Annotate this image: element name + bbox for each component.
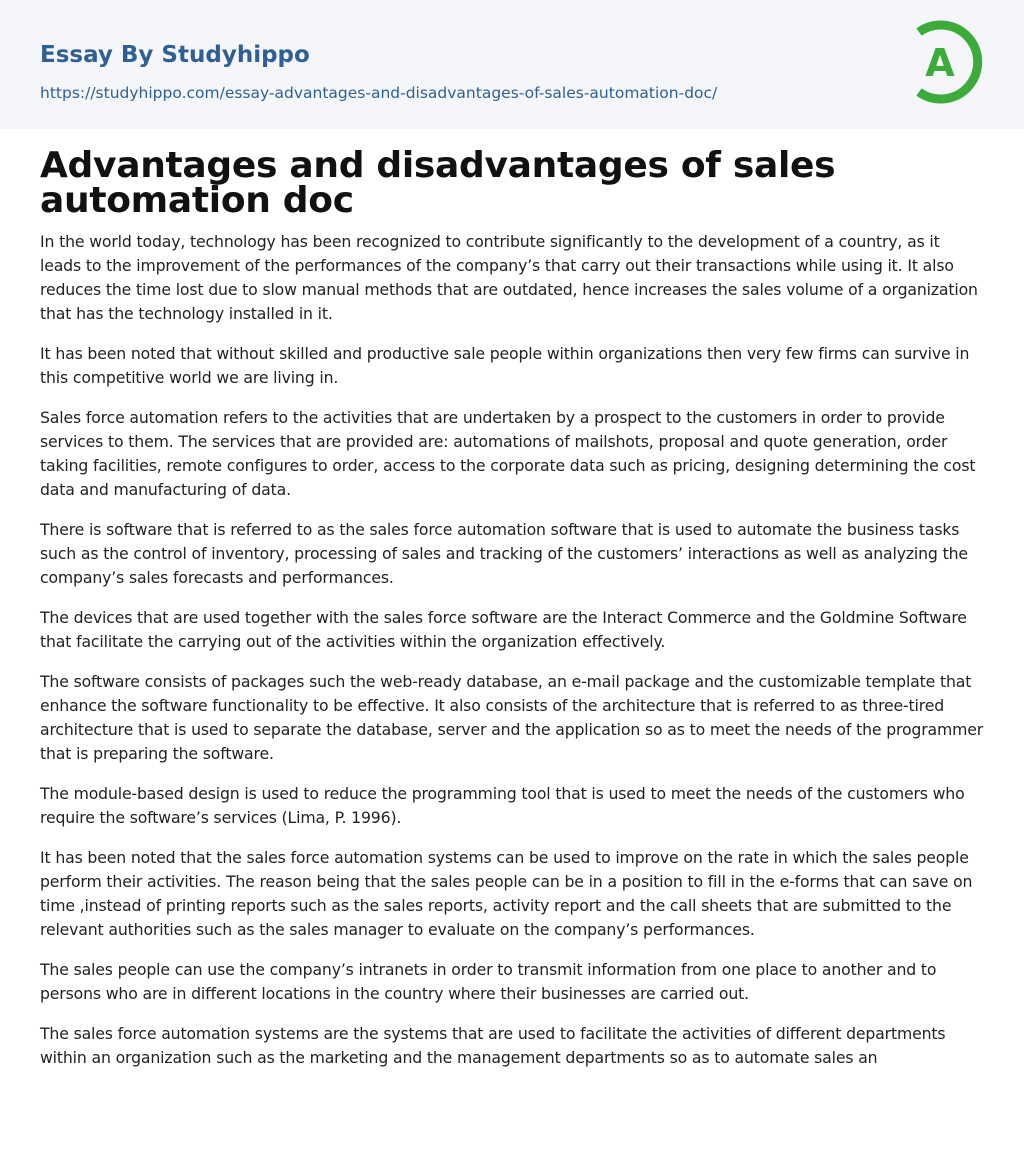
essay-paragraph: The devices that are used together with the sales force software are the Interact Commerce and the Goldmine Software that facilitate the carrying out of the activities within the organization effectively. <box>40 608 967 651</box>
essay-paragraph: The module-based design is used to reduce the programming tool that is used to meet the needs of the customers who require the software’s services (Lima, P. 1996). <box>40 784 965 827</box>
essay-content <box>40 145 984 1086</box>
essay-paragraph: The software consists of packages such the web-ready database, an e-mail package and the customizable template that enhance the software functionality to be effective. It also consists of the architecture that is referred to as three-tired architecture that is used to separate the database, server and the application so as to meet the needs of the programmer that is preparing the software. <box>40 672 984 763</box>
essay-paragraph: It has been noted that without skilled and productive sale people within organizations then very few firms can survive in this competitive world we are living in. <box>40 344 970 387</box>
site-header <box>0 0 1024 129</box>
essay-paragraph: The sales people can use the company’s intranets in order to transmit information from one place to another and to persons who are in different locations in the country where their businesses are carried out. <box>40 960 937 1003</box>
essay-paragraph: It has been noted that the sales force automation systems can be used to improve on the rate in which the sales people perform their activities. The reason being that the sales people can be in a position to fill in the e-forms that can save on time ,instead of printing reports such as the sales reports, activity report and the call sheets that are submitted to the relevant authorities such as the sales manager to evaluate on the company’s performances. <box>40 848 973 939</box>
studyhippo-logo-icon[interactable] <box>912 19 986 105</box>
essay-title: Advantages and disadvantages of sales automation doc <box>40 145 836 221</box>
essay-paragraph: There is software that is referred to as the sales force automation software that is used to automate the business tasks such as the control of inventory, processing of sales and tracking of the customers’ interactions as well as analyzing the company’s sales forecasts and performances. <box>40 520 968 587</box>
essay-paragraph: Sales force automation refers to the activities that are undertaken by a prospect to the customers in order to provide services to them. The services that are provided are: automations of mailshots, proposal and quote generation, order taking facilities, remote configures to order, access to the corporate data such as pricing, designing determining the cost data and manufacturing of data. <box>40 408 976 499</box>
essay-url-link[interactable]: https://studyhippo.com/essay-advantages-and-disadvantages-of-sales-automation-doc/ <box>40 84 718 102</box>
site-brand[interactable]: Essay By Studyhippo <box>40 42 310 68</box>
essay-paragraph: In the world today, technology has been recognized to contribute significantly to the development of a country, as it leads to the improvement of the performances of the company’s that carry out their transactions while using it. It also reduces the time lost due to slow manual methods that are outdated, hence increases the sales volume of a organization that has the technology installed in it. <box>40 232 978 323</box>
essay-paragraph: The sales force automation systems are the systems that are used to facilitate the activities of different departments within an organization such as the marketing and the management departments so as to automate sales an <box>40 1024 946 1067</box>
logo-letter: A <box>925 41 955 85</box>
